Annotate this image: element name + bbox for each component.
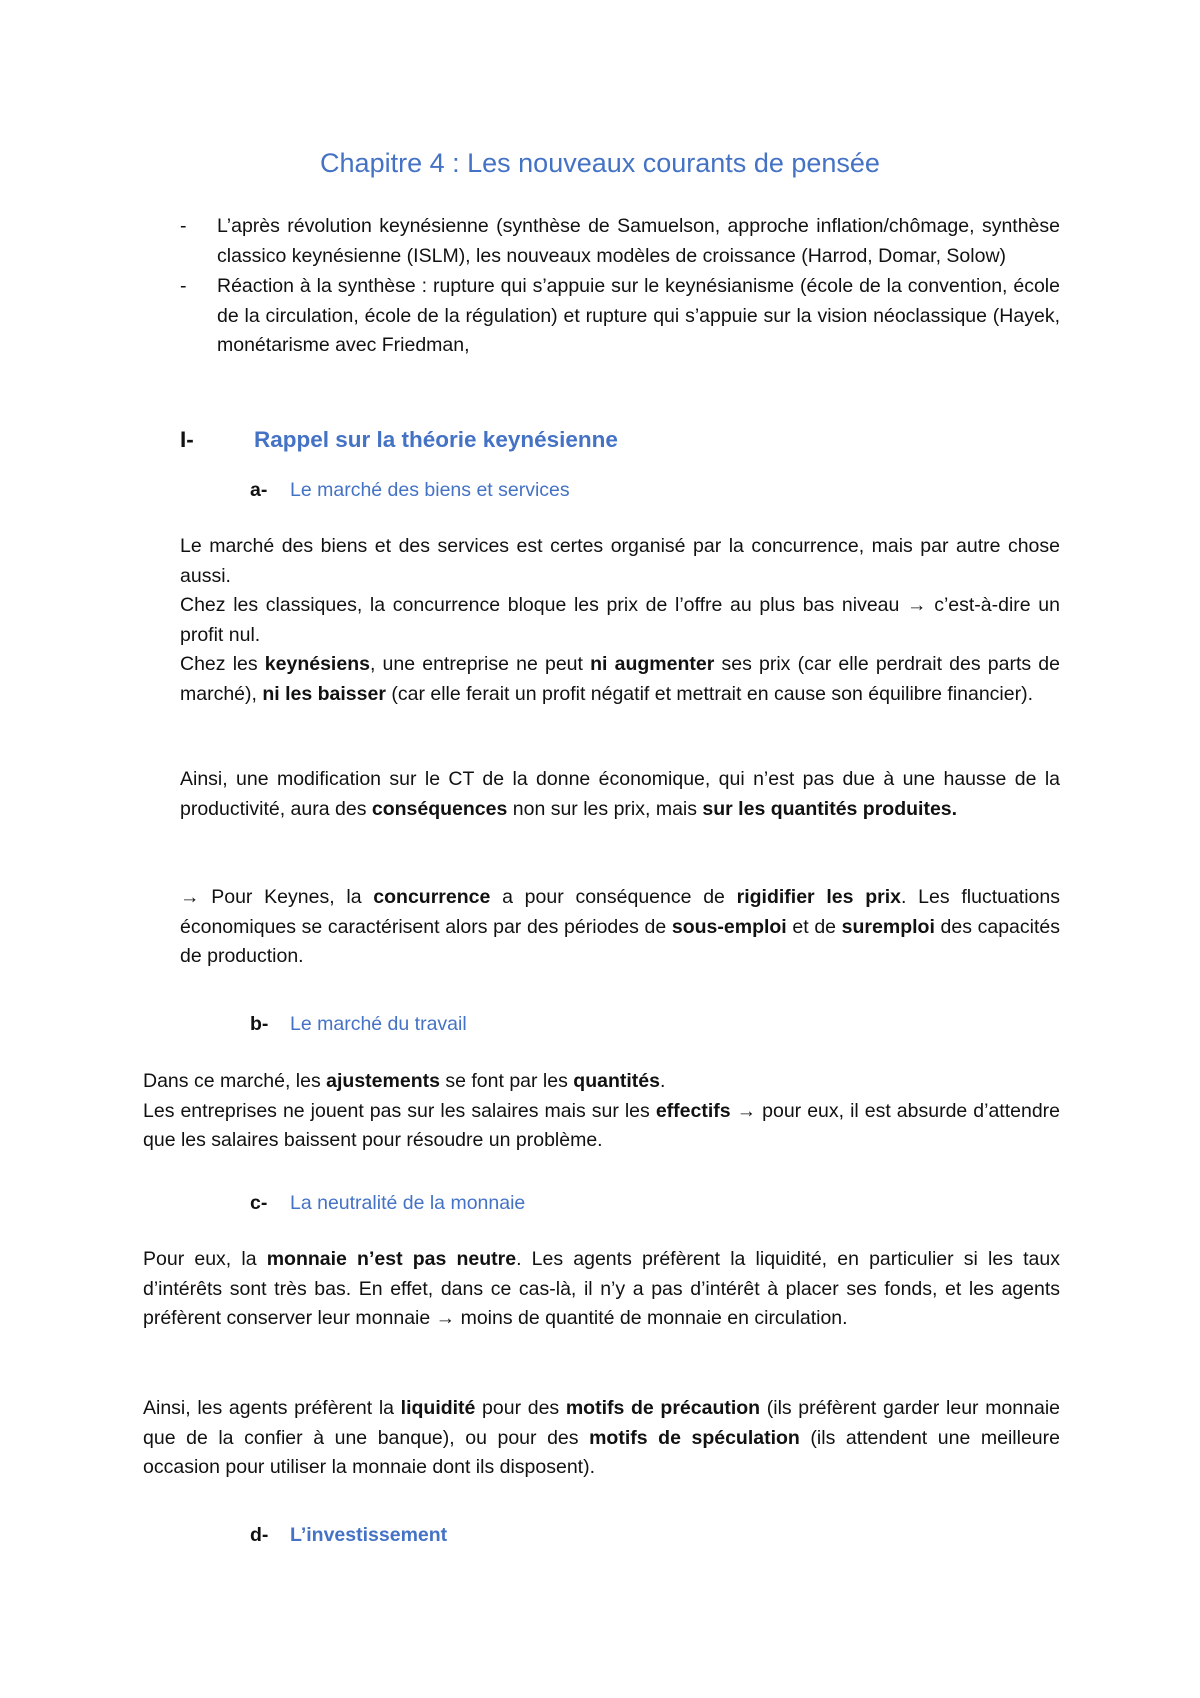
text-run: . [659,1070,666,1092]
text-run: non sur les prix, mais [507,797,703,820]
bold-term: motifs de spéculation [589,1426,800,1449]
bold-term: rigidifier les prix [736,886,902,908]
bullet-dash: - [180,215,187,237]
bold-term: concurrence [373,886,491,908]
paragraph-liquidite [143,1394,1060,1483]
subsection-heading-c [250,1189,525,1217]
bold-term: monnaie n’est pas neutre [266,1248,517,1270]
subsection-heading-b [250,1010,467,1038]
text-run: Dans ce marché, les [143,1070,327,1092]
bold-term: effectifs [655,1099,731,1122]
bold-term: conséquences [371,797,508,820]
intro-bullet-list [180,212,1060,361]
chapter-title: Chapitre 4 : Les nouveaux courants de pensée [320,148,880,178]
text-run: Ainsi, une modification sur le CT de la donne économique, qui n’est pas due à une hausse de la productivité, aura des [180,768,1060,820]
sentence: Le marché des biens et des services est certes organisé par la concurrence, mais par autre chose aussi. [180,535,1060,587]
paragraph-keynes-concurrence [180,883,1060,972]
bullet-dash: - [180,275,187,297]
text-run: pour des [475,1397,566,1419]
bold-term: suremploi [841,915,935,938]
bold-term: ajustements [326,1070,440,1092]
paragraph-monnaie [143,1245,1060,1334]
bullet-text: Réaction à la synthèse : rupture qui s’appuie sur le keynésianisme (école de la convention, école de la circulation, école de la régulation) et rupture qui s’appuie sur la vision néoclassique (Hayek, monétarisme avec Friedman, [217,275,1060,356]
list-item [180,212,1060,271]
text-run: se font par les [439,1070,574,1092]
text-run: , une entreprise ne peut [369,653,591,675]
subsection-title: L’investissement [290,1524,448,1546]
section-heading-1 [180,425,1060,455]
section-title: Rappel sur la théorie keynésienne [254,427,618,452]
text-run: → pour eux, il est absurde d’attendre que les salaires baissent pour résoudre un problème. [143,1099,1061,1151]
text-run: . Les fluctuations économiques se caractérisent alors par des périodes de [180,886,1060,938]
subsection-letter: d- [250,1524,269,1546]
bold-term: sous-emploi [671,915,787,938]
bold-term: ni augmenter [590,653,715,675]
bold-term: keynésiens [264,653,370,675]
text-run: ses prix (car elle perdrait des parts de marché), [180,653,1060,705]
text-run: et de [786,915,842,938]
text-run: des capacités de production. [180,915,1060,967]
subsection-heading-a [250,476,570,504]
text-run: Ainsi, les agents préfèrent la [143,1397,401,1419]
subsection-title: Le marché des biens et services [290,479,570,501]
subsection-letter: b- [250,1013,269,1035]
subsection-letter: c- [250,1192,268,1214]
text-run: (ils attendent une meilleure occasion pour utiliser la monnaie dont ils disposent). [143,1426,1060,1478]
bold-term: liquidité [400,1397,476,1419]
bold-term: quantités [573,1070,660,1092]
text-run: a pour conséquence de [490,886,737,908]
paragraph-marche-travail [143,1067,1060,1156]
text-run: Chez les [180,653,265,675]
bold-term: sur les quantités produites. [702,797,958,820]
bold-term: motifs de précaution [565,1397,761,1419]
bold-term: ni les baisser [262,682,386,705]
subsection-letter: a- [250,479,268,501]
subsection-title: La neutralité de la monnaie [290,1192,526,1214]
text-run: → Pour Keynes, la [180,886,374,908]
subsection-title: Le marché du travail [290,1013,467,1035]
text-run: Les entreprises ne jouent pas sur les salaires mais sur les [143,1099,656,1122]
list-item [180,272,1060,361]
bullet-text: L’après révolution keynésienne (synthèse de Samuelson, approche inflation/chômage, synthèse classico keynésienne (ISLM), les nouveaux modèles de croissance (Harrod, Domar, Solow) [217,215,1060,267]
paragraph-consequences [180,765,1060,824]
text-run: (ils préfèrent garder leur monnaie que de la confier à une banque), ou pour des [143,1397,1060,1449]
text-run: (car elle ferait un profit négatif et mettrait en cause son équilibre financier). [385,682,1034,705]
sentence: Chez les classiques, la concurrence bloque les prix de l’offre au plus bas niveau → c’est-à-dire un profit nul. [180,594,1060,646]
paragraph-marche-biens [180,532,1060,709]
section-number: I- [180,427,194,452]
text-run: . Les agents préfèrent la liquidité, en particulier si les taux d’intérêts sont très bas. En effet, dans ce cas-là, il n’y a pas d’intérêt à placer ses fonds, et les agents préfèrent conserver leur monnaie → moins de quantité de monnaie en circulation. [143,1248,1060,1329]
subsection-heading-d [250,1521,447,1549]
text-run: Pour eux, la [143,1248,267,1270]
